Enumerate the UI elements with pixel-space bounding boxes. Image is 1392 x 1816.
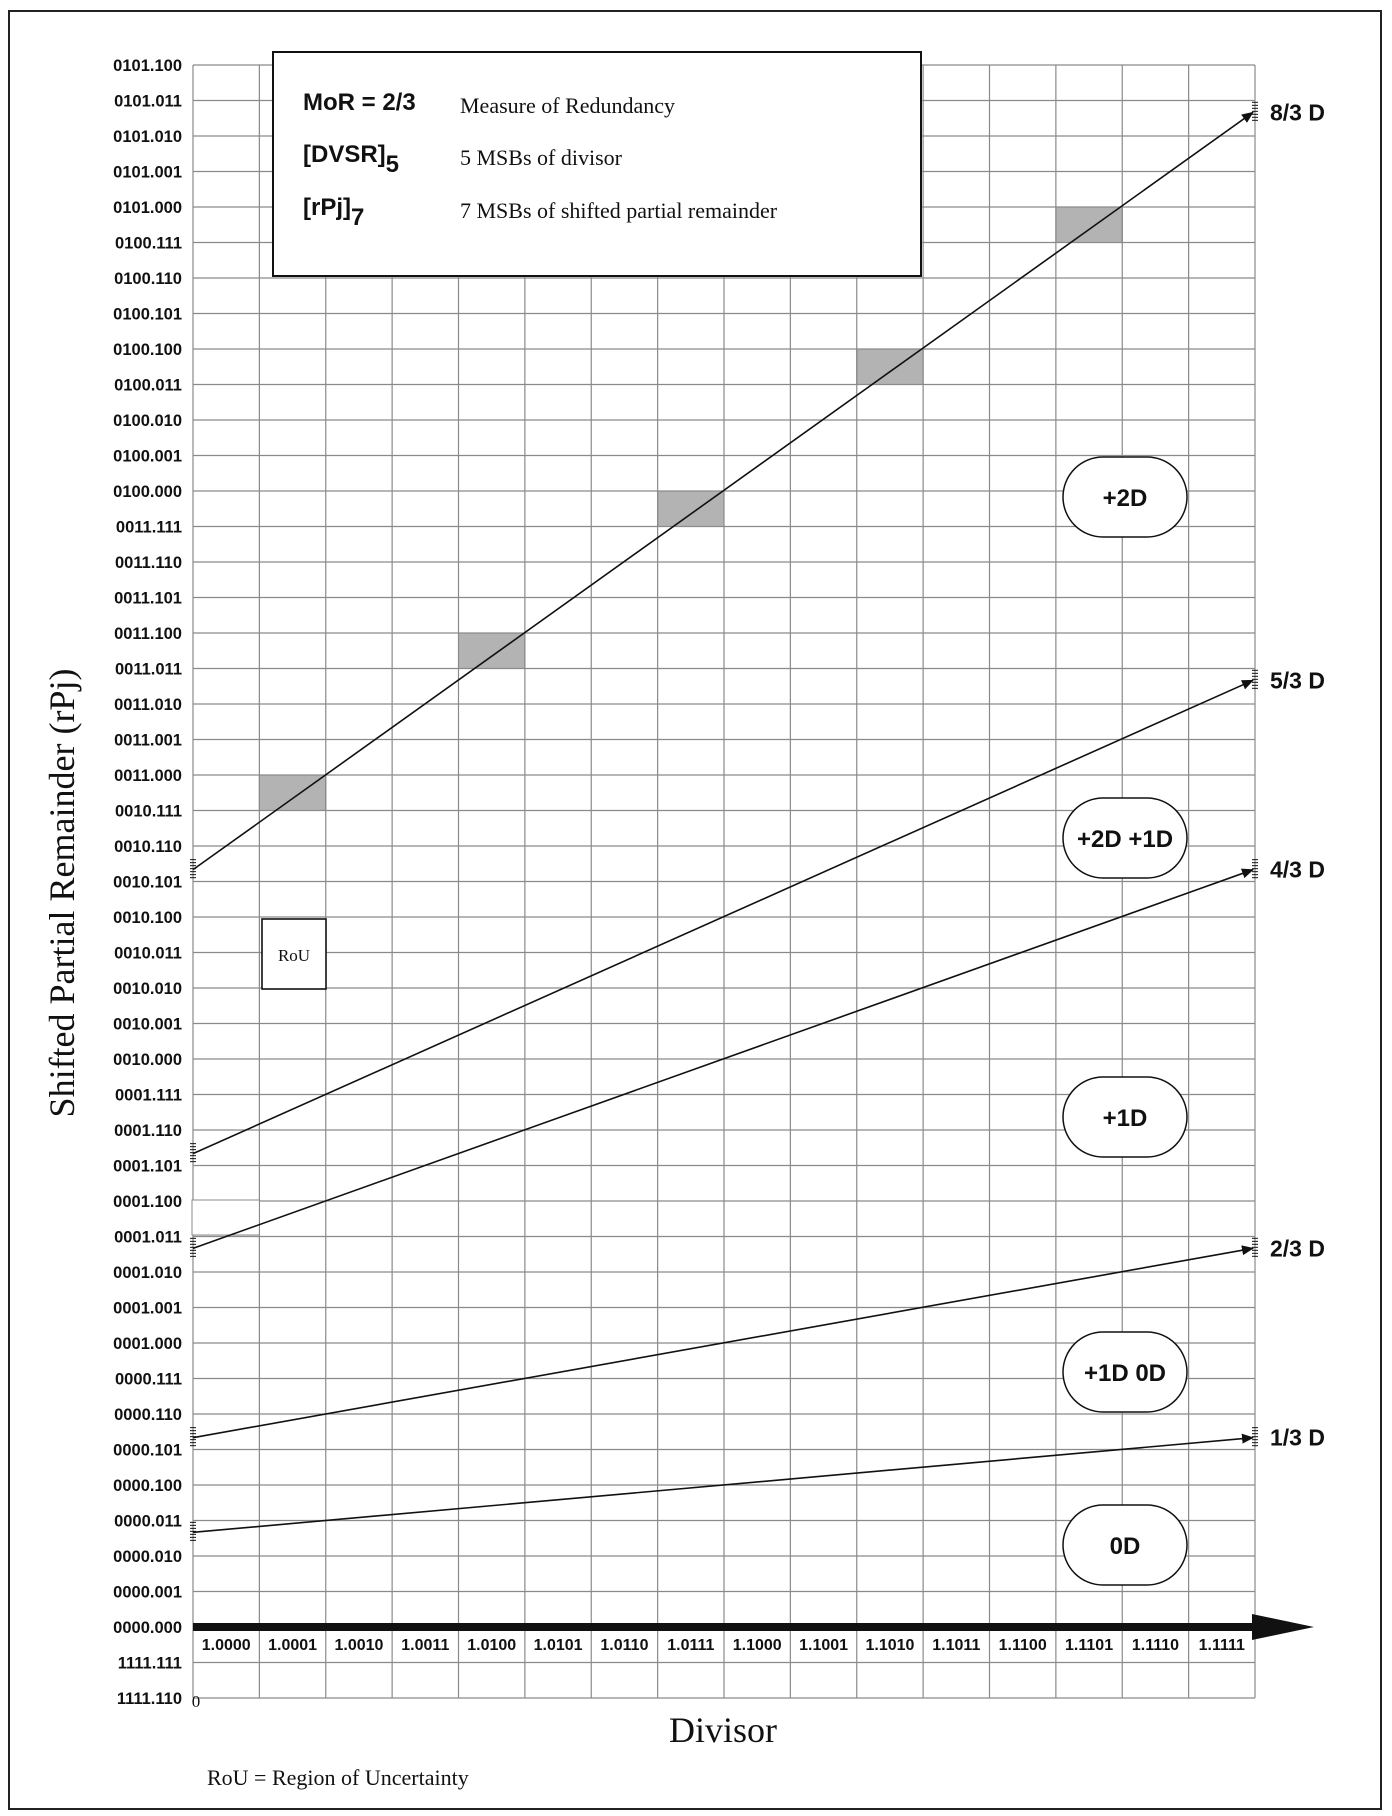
x-tick-label: 1.0110: [600, 1637, 649, 1654]
x-tick-label: 1.0100: [467, 1637, 517, 1654]
legend-description: 7 MSBs of shifted partial remainder: [460, 198, 778, 223]
y-tick-label: 0101.010: [113, 128, 182, 146]
y-tick-label: 0100.010: [113, 412, 182, 430]
y-tick-label: 0100.011: [114, 376, 182, 395]
footnote: RoU = Region of Uncertainty: [207, 1765, 469, 1790]
x-tick-label: 1.0101: [533, 1637, 583, 1654]
series-label: 8/3 D: [1270, 99, 1325, 126]
y-tick-label: 0010.101: [113, 873, 182, 892]
series-label: 4/3 D: [1270, 856, 1325, 883]
y-tick-label: 1111.111: [117, 1654, 182, 1673]
y-tick-label: 0011.011: [115, 660, 182, 679]
region-label: +2D +1D: [1076, 826, 1174, 853]
y-tick-label: 0100.101: [113, 305, 182, 324]
y-tick-label: 0011.000: [114, 767, 182, 785]
y-tick-label: 0010.011: [114, 944, 182, 963]
x-tick-label: 1.1000: [732, 1637, 782, 1654]
y-tick-label: 0000.010: [113, 1548, 182, 1566]
y-tick-label: 0101.001: [113, 163, 182, 182]
y-tick-label: 0100.110: [114, 270, 182, 288]
y-tick-label: 0011.111: [115, 518, 182, 537]
y-tick-label: 0001.100: [113, 1193, 182, 1211]
y-tick-label: 0011.110: [115, 554, 182, 572]
x-tick-label: 1.0001: [268, 1637, 318, 1654]
shaded-cell: [459, 633, 525, 669]
y-tick-label: 0000.111: [115, 1370, 182, 1389]
y-tick-label: 0100.000: [113, 483, 182, 501]
y-tick-label: 0011.100: [114, 625, 182, 643]
y-tick-label: 0101.011: [114, 92, 182, 111]
x-tick-label: 1.0000: [201, 1637, 251, 1654]
region-label: +1D 0D: [1083, 1360, 1167, 1387]
y-tick-label: 0011.001: [114, 731, 182, 750]
y-tick-label: 0010.000: [113, 1051, 182, 1069]
y-tick-label: 0101.000: [113, 199, 182, 217]
y-tick-label: 0010.001: [113, 1015, 182, 1034]
y-axis-title: Shifted Partial Remainder (rPj): [42, 668, 82, 1118]
y-tick-label: 0001.101: [113, 1157, 182, 1176]
y-tick-label: 0011.010: [114, 696, 182, 714]
x-tick-label: 1.1010: [865, 1637, 915, 1654]
legend-symbol: MoR = 2/3: [303, 89, 416, 116]
x-tick-label: 1.0111: [667, 1637, 715, 1654]
legend-symbol: [DVSR]5: [303, 141, 400, 178]
y-tick-label: 1111.110: [116, 1690, 182, 1708]
x-tick-label: 1.1001: [799, 1637, 849, 1654]
y-tick-label: 0000.000: [113, 1619, 182, 1637]
series-label: 5/3 D: [1270, 667, 1325, 694]
y-tick-label: 0001.011: [114, 1228, 182, 1247]
x-tick-label: 1.1011: [932, 1637, 981, 1654]
y-tick-label: 0100.001: [113, 447, 182, 466]
shaded-cell: [259, 775, 325, 811]
y-tick-label: 0011.101: [114, 589, 182, 608]
rou-label: RoU: [277, 946, 311, 965]
x-axis-title: Divisor: [669, 1710, 777, 1750]
region-label: 0D: [1109, 1533, 1141, 1560]
x-tick-label: 1.1101: [1065, 1637, 1114, 1654]
y-tick-label: 0000.011: [114, 1512, 182, 1531]
y-tick-label: 0001.010: [113, 1264, 182, 1282]
y-tick-label: 0000.001: [113, 1583, 182, 1602]
y-tick-label: 0000.100: [113, 1477, 182, 1495]
y-tick-label: 0100.111: [115, 234, 182, 253]
y-tick-label: 0101.100: [113, 57, 182, 75]
series-label: 2/3 D: [1270, 1235, 1325, 1262]
region-label: +2D: [1102, 485, 1148, 512]
legend-description: Measure of Redundancy: [460, 93, 676, 118]
x-tick-label: 1.0010: [334, 1637, 384, 1654]
origin-label: 0: [191, 1692, 201, 1711]
y-tick-label: 0001.001: [113, 1299, 182, 1318]
x-tick-label: 1.0011: [401, 1637, 450, 1654]
legend-description: 5 MSBs of divisor: [460, 145, 622, 170]
y-tick-label: 0000.101: [113, 1441, 182, 1460]
series-label: 1/3 D: [1270, 1424, 1325, 1451]
shaded-cell: [658, 491, 724, 527]
y-tick-label: 0000.110: [114, 1406, 182, 1424]
region-label: +1D: [1102, 1105, 1148, 1132]
y-tick-label: 0010.111: [115, 802, 182, 821]
x-axis-arrowhead: [1252, 1614, 1314, 1640]
y-tick-label: 0010.110: [114, 838, 182, 856]
y-tick-label: 0001.000: [113, 1335, 182, 1353]
y-tick-label: 0001.111: [115, 1086, 182, 1105]
x-tick-label: 1.1100: [998, 1637, 1047, 1654]
x-tick-label: 1.1111: [1198, 1637, 1245, 1654]
y-tick-label: 0001.110: [114, 1122, 182, 1140]
y-tick-label: 0100.100: [113, 341, 182, 359]
x-tick-label: 1.1110: [1131, 1637, 1180, 1654]
legend-symbol: [rPj]7: [303, 194, 365, 231]
y-tick-label: 0010.100: [113, 909, 182, 927]
y-tick-label: 0010.010: [113, 980, 182, 998]
edge-box: [192, 1200, 259, 1235]
